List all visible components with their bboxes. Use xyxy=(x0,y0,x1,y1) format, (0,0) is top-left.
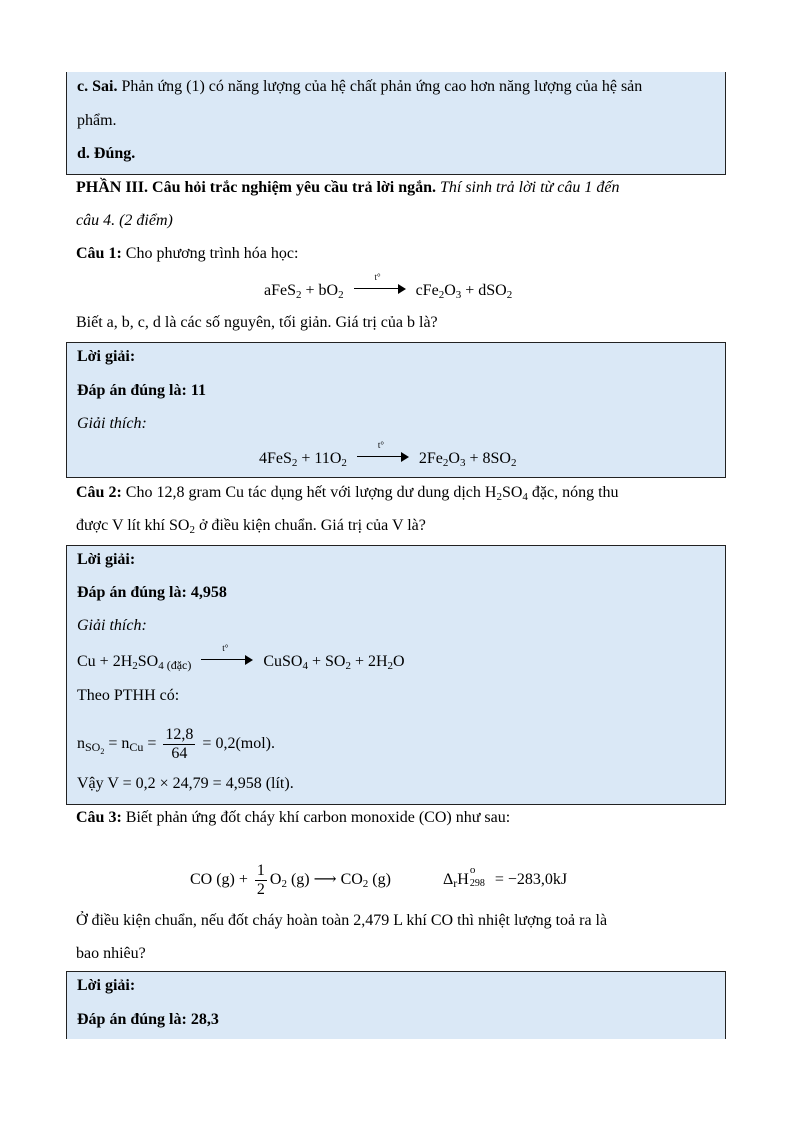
answer-text: Đáp án đúng là: 28,3 xyxy=(77,1011,219,1028)
q2-text: đặc, nóng thu xyxy=(527,484,619,501)
calc-term: = n xyxy=(104,735,130,753)
calc-sub-sub: 2 xyxy=(100,747,105,757)
solution-box-prev xyxy=(66,72,726,175)
sol-label: Lời giải: xyxy=(77,348,136,365)
eq-sub: 2 xyxy=(362,878,369,891)
answer-text: Đáp án đúng là: 11 xyxy=(77,382,206,399)
answer-d xyxy=(77,144,135,164)
reaction-arrow xyxy=(201,643,253,665)
eq-term: + bO xyxy=(301,282,339,299)
q1-sol-equation xyxy=(259,440,517,469)
eq-term: O xyxy=(448,450,460,467)
fraction-denominator: 2 xyxy=(256,881,265,898)
eq-term: = −283,0kJ xyxy=(490,871,568,889)
q1-text: Cho phương trình hóa học: xyxy=(121,245,299,262)
answer-d-label: d. Đúng. xyxy=(77,145,136,162)
q2-text: được V lít khí SO xyxy=(76,517,190,534)
eq-term: cFe xyxy=(415,282,439,299)
eq-sub: 4 xyxy=(158,660,164,672)
q3-label: Câu 3: xyxy=(76,809,122,826)
question-3 xyxy=(76,808,510,828)
q3-sol-label xyxy=(77,976,135,996)
q2-answer xyxy=(77,583,227,603)
q2-label: Câu 2: xyxy=(76,484,122,501)
explain-label: Giải thích: xyxy=(77,617,147,634)
sub: 4 xyxy=(522,491,528,503)
eq-sup: o xyxy=(469,864,476,877)
eq-sub: 3 xyxy=(455,289,462,301)
eq-term: H xyxy=(457,871,469,889)
eq-sub: 4 xyxy=(302,660,308,672)
q1-explain xyxy=(77,414,147,434)
q1-label: Câu 1: xyxy=(76,245,122,262)
q3-text2: Ở điều kiện chuẩn, nếu đốt cháy hoàn toàn 2,479 L khí CO thì nhiệt lượng toả ra là xyxy=(76,912,608,929)
q1-equation xyxy=(264,272,513,301)
q3-equation xyxy=(190,862,567,899)
eq-term: + 8SO xyxy=(465,450,511,467)
solution-box-q3 xyxy=(66,971,726,1039)
question-2 xyxy=(76,483,619,503)
calc-sub xyxy=(85,740,105,757)
calc-term: = xyxy=(143,735,161,753)
q2-equation xyxy=(77,643,405,672)
fraction xyxy=(255,862,267,899)
sol-label: Lời giải: xyxy=(77,977,136,994)
eq-sub: 2 xyxy=(345,660,351,672)
fraction-denominator: 64 xyxy=(171,745,188,762)
reaction-arrow xyxy=(354,272,406,294)
eq-term: CuSO xyxy=(263,653,303,670)
eq-sub: 2 xyxy=(442,457,449,469)
eq-term: Cu + 2H xyxy=(77,653,133,670)
calc-term: n xyxy=(77,735,85,753)
eq-sub: 2 xyxy=(132,660,138,672)
sub: 2 xyxy=(496,491,502,503)
eq-term: O xyxy=(393,653,405,670)
eq-sub: 2 xyxy=(296,289,302,301)
eq-sub: r xyxy=(453,876,458,891)
eq-term: O xyxy=(269,871,282,889)
arrow-condition: t° xyxy=(377,440,384,450)
eq-term: O xyxy=(444,282,456,299)
reaction-arrow xyxy=(357,440,409,462)
answer-c-label: c. Sai. xyxy=(77,78,118,95)
enthalpy-scripts xyxy=(469,864,491,890)
part3-instr: Thí sinh trả lời từ câu 1 đến xyxy=(435,179,620,196)
eq-sub: 2 xyxy=(438,289,445,301)
answer-text: Đáp án đúng là: 4,958 xyxy=(77,584,227,601)
answer-c-cont: phẩm. xyxy=(77,112,117,129)
q1-question: Biết a, b, c, d là các số nguyên, tối giản. Giá trị của b là? xyxy=(76,314,438,331)
q2-text: Cho 12,8 gram Cu tác dụng hết với lượng dư dung dịch H xyxy=(121,484,497,501)
sol-label: Lời giải: xyxy=(77,551,136,568)
question-2-cont xyxy=(76,516,426,536)
eq-term: + dSO xyxy=(461,282,507,299)
solution-box-q2 xyxy=(66,545,726,805)
eq-sub: 2 xyxy=(281,878,287,891)
eq-term: + SO xyxy=(307,653,346,670)
q2-explain xyxy=(77,616,147,636)
eq-term: (g) xyxy=(368,871,391,889)
q1-answer xyxy=(77,381,206,401)
eq-sub: 2 xyxy=(291,457,298,469)
eq-sub: 2 xyxy=(510,457,517,469)
fraction-numerator: 12,8 xyxy=(165,726,194,743)
q1-sol-label xyxy=(77,347,135,367)
calc-sub-text: SO xyxy=(85,740,101,755)
eq-sub: 2 xyxy=(387,660,394,672)
arrow-condition: t° xyxy=(374,272,381,282)
eq-sub: 298 xyxy=(469,878,485,890)
eq-term: CO (g) + xyxy=(190,871,252,889)
calc-sub: Cu xyxy=(129,740,144,755)
eq-term: + 11O xyxy=(297,450,342,467)
eq-sub: 2 xyxy=(338,289,344,301)
arrow-condition: t° xyxy=(222,643,229,653)
explain-label: Giải thích: xyxy=(77,415,147,432)
question-1 xyxy=(76,244,298,264)
eq-term: (g) ⟶ CO xyxy=(286,871,363,889)
delta-symbol: Δ xyxy=(442,871,454,889)
sub: 2 xyxy=(189,524,195,536)
part3-heading xyxy=(76,178,619,198)
fraction-numerator: 1 xyxy=(256,862,265,879)
eq-term: SO xyxy=(137,653,159,670)
answer-c xyxy=(77,77,642,97)
eq-sub: 3 xyxy=(459,457,466,469)
q2-text: SO xyxy=(501,484,523,501)
q2-sol-label xyxy=(77,550,135,570)
q2-text: ở điều kiện chuẩn. Giá trị của V là? xyxy=(194,517,426,534)
eq-term: 2Fe xyxy=(418,450,443,467)
eq-term: aFeS xyxy=(264,282,296,299)
eq-sub: (đặc) xyxy=(163,658,192,672)
q3-text: Biết phản ứng đốt cháy khí carbon monoxide (CO) như sau: xyxy=(121,809,511,826)
fraction xyxy=(163,726,195,763)
eq-sub: 2 xyxy=(506,289,513,301)
part3-instr2: câu 4. (2 điểm) xyxy=(76,212,173,229)
solution-box-q1 xyxy=(66,342,726,478)
eq-term: + 2H xyxy=(350,653,388,670)
q2-theo: Theo PTHH có: xyxy=(77,687,180,704)
eq-term: 4FeS xyxy=(259,450,292,467)
part3-instr-cont xyxy=(76,211,173,231)
part3-title: PHẦN III. Câu hỏi trắc nghiệm yêu cầu trả lời ngắn. xyxy=(76,179,436,196)
calc-term: = 0,2(mol). xyxy=(198,735,275,753)
q2-final: Vậy V = 0,2 × 24,79 = 4,958 (lít). xyxy=(77,775,294,792)
eq-sub: 2 xyxy=(341,457,347,469)
answer-c-text: Phản ứng (1) có năng lượng của hệ chất phản ứng cao hơn năng lượng của hệ sản xyxy=(117,78,643,95)
q3-text3: bao nhiêu? xyxy=(76,945,146,962)
q2-calc xyxy=(77,726,275,763)
q3-answer xyxy=(77,1010,219,1030)
